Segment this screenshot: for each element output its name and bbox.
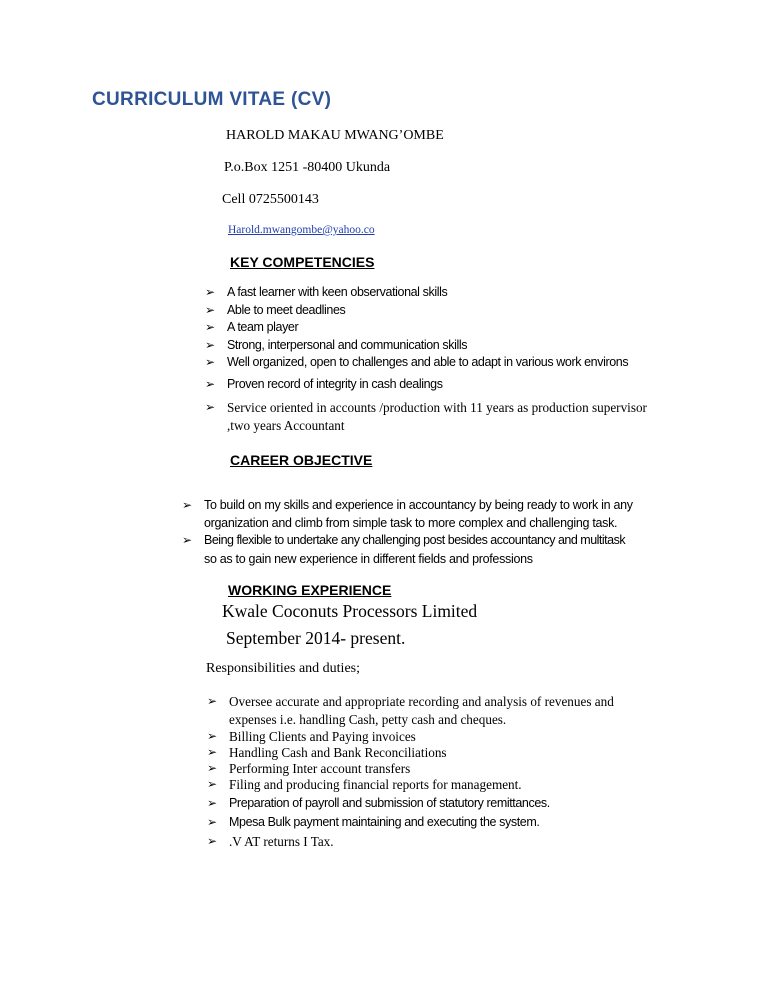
list-item: ➢ Strong, interpersonal and communication skills (205, 337, 705, 355)
arrow-bullet-icon: ➢ (205, 376, 215, 391)
list-item: ➢ Proven record of integrity in cash dealings (205, 376, 705, 394)
employment-period: September 2014- present. (226, 628, 406, 648)
arrow-bullet-icon: ➢ (182, 533, 193, 547)
applicant-name: HAROLD MAKAU MWANG’OMBE (226, 128, 444, 143)
arrow-bullet-icon: ➢ (207, 761, 218, 775)
arrow-bullet-icon: ➢ (207, 777, 218, 791)
arrow-bullet-icon: ➢ (207, 694, 218, 708)
arrow-bullet-icon: ➢ (205, 302, 215, 317)
working-experience-heading: WORKING EXPERIENCE (228, 582, 392, 598)
arrow-bullet-icon: ➢ (205, 337, 215, 352)
list-item: ➢ A fast learner with keen observational skills (205, 284, 705, 302)
arrow-bullet-icon: ➢ (205, 320, 215, 334)
arrow-bullet-icon: ➢ (207, 815, 218, 829)
arrow-bullet-icon: ➢ (205, 400, 216, 414)
arrow-bullet-icon: ➢ (205, 285, 215, 299)
arrow-bullet-icon: ➢ (182, 498, 193, 512)
key-competencies-heading: KEY COMPETENCIES (230, 254, 375, 270)
company-name: Kwale Coconuts Processors Limited (222, 601, 478, 621)
arrow-bullet-icon: ➢ (207, 729, 218, 743)
responsibilities-label: Responsibilities and duties; (206, 661, 360, 676)
arrow-bullet-icon: ➢ (205, 355, 215, 369)
list-item: ➢ A team player (205, 319, 705, 337)
arrow-bullet-icon: ➢ (207, 745, 218, 759)
list-item: ➢ Well organized, open to challenges and able to adapt in various work environs (205, 354, 705, 372)
email-link[interactable]: Harold.mwangombe@yahoo.co (228, 224, 375, 236)
document-title: CURRICULUM VITAE (CV) (92, 89, 332, 110)
career-objective-heading: CAREER OBJECTIVE (230, 452, 373, 468)
arrow-bullet-icon: ➢ (207, 834, 218, 848)
cell-phone: Cell 0725500143 (222, 192, 319, 207)
list-item: ➢ Able to meet deadlines (205, 302, 705, 320)
arrow-bullet-icon: ➢ (207, 796, 218, 810)
postal-address: P.o.Box 1251 -80400 Ukunda (224, 160, 391, 175)
key-competencies-list (205, 284, 705, 397)
